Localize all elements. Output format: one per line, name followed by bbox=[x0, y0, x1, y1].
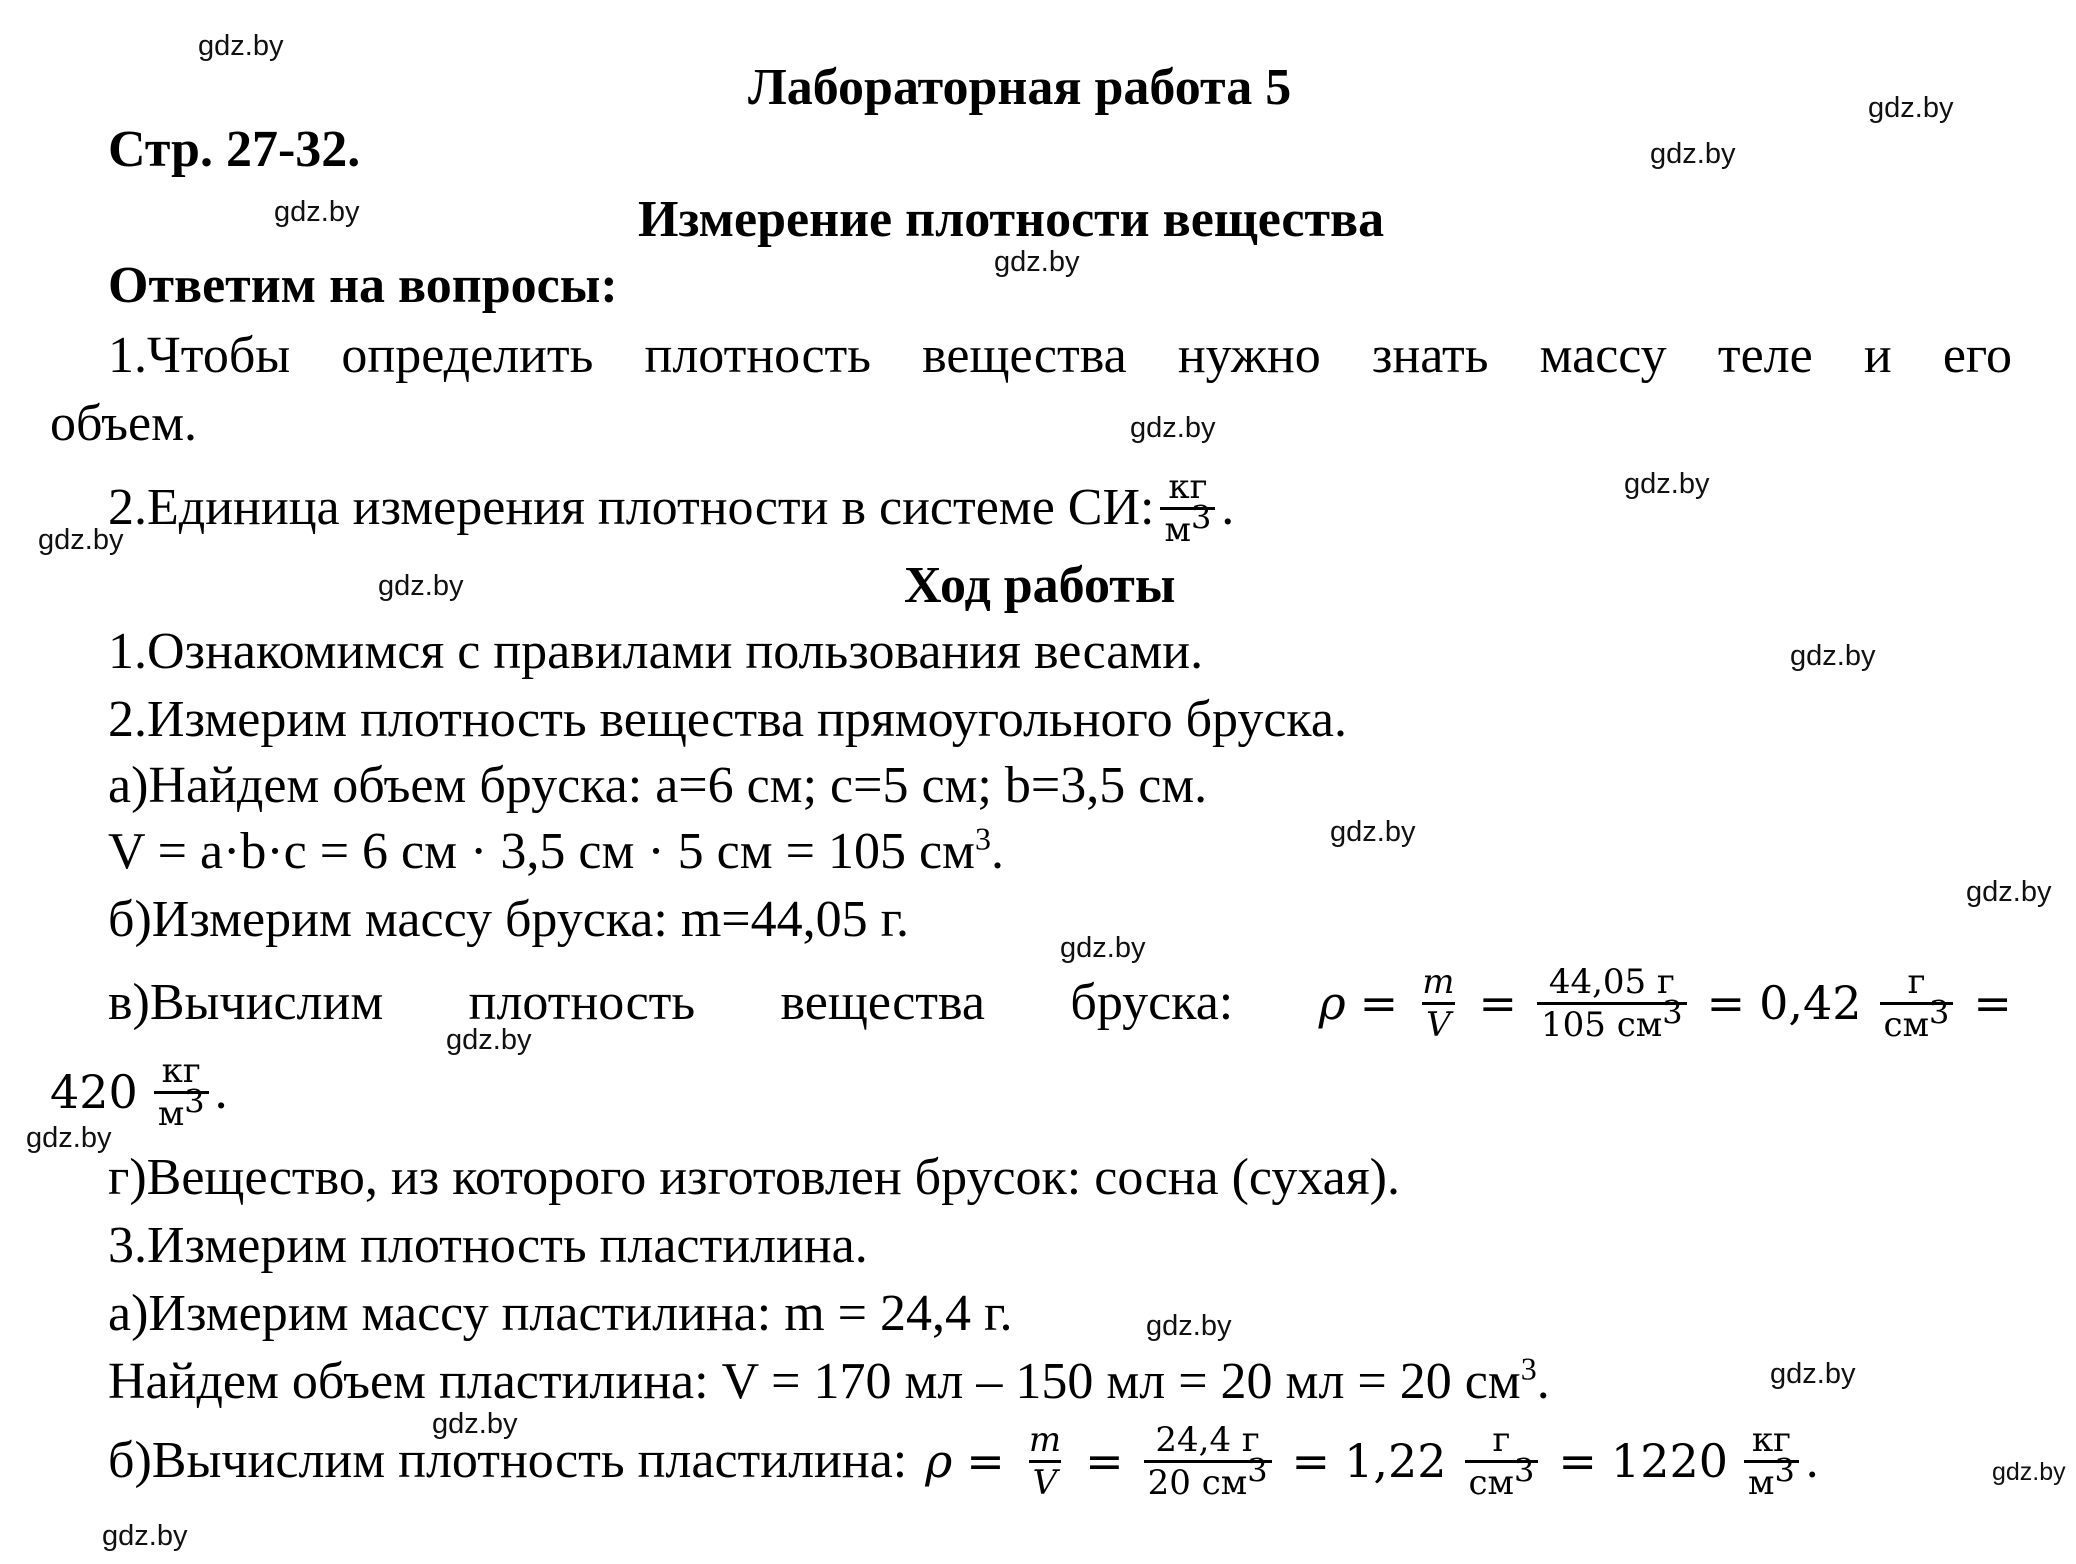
step-2v-word: бруска: bbox=[1070, 974, 1234, 1031]
mass-over-volume-fraction bbox=[1537, 962, 1687, 1045]
step-1: 1.Ознакомимся с правилами пользования весами. bbox=[108, 623, 1204, 680]
procedure-heading: Ход работы bbox=[904, 557, 1176, 614]
fraction-denominator: V bbox=[1029, 1460, 1062, 1503]
unit-numerator: кг bbox=[1168, 466, 1208, 507]
step-2a: а)Найдем объем бруска: a=6 см; c=5 см; b=3,5 см. bbox=[108, 757, 1208, 814]
watermark: gdz.by bbox=[102, 1520, 188, 1552]
fraction-numerator: m bbox=[1028, 1419, 1062, 1460]
step-2v-line bbox=[108, 958, 2012, 1048]
equals-sign: = bbox=[1359, 976, 1399, 1030]
step-3a-volume: Найдем объем пластилина: V = 170 мл – 150 мл = 20 мл = 20 $см^3$. bbox=[108, 1350, 1550, 1410]
equals-sign: = bbox=[1706, 976, 1746, 1030]
fraction-denominator: 20 $см^3$ bbox=[1144, 1460, 1272, 1503]
unit-denominator: $м^3$ bbox=[1160, 507, 1215, 550]
density-value-si: 420 bbox=[50, 1065, 138, 1119]
step-3: 3.Измерим плотность пластилина. bbox=[108, 1217, 868, 1274]
density-formula-block bbox=[925, 1420, 1819, 1503]
density-value-si: 1220 bbox=[1610, 1434, 1728, 1488]
unit-fraction bbox=[1160, 467, 1215, 550]
m-over-v-fraction bbox=[1418, 962, 1458, 1045]
unit-numerator: кг bbox=[161, 1050, 201, 1091]
watermark: gdz.by bbox=[1790, 640, 1876, 672]
fraction-denominator: V bbox=[1422, 1002, 1455, 1045]
watermark: gdz.by bbox=[446, 1024, 532, 1056]
page-reference: Стр. 27-32. bbox=[108, 121, 361, 178]
step-2v-end: . bbox=[214, 1063, 228, 1120]
equals-sign: = bbox=[1291, 1434, 1331, 1488]
watermark: gdz.by bbox=[378, 570, 464, 602]
answer-1-word: плотность bbox=[644, 327, 871, 384]
unit-fraction bbox=[1744, 1420, 1799, 1503]
rho-symbol: ρ bbox=[1318, 976, 1346, 1030]
lab-subtitle: Измерение плотности вещества bbox=[638, 191, 1385, 248]
answer-1-word: массу bbox=[1539, 327, 1667, 384]
unit-fraction bbox=[154, 1051, 209, 1134]
answer-1-word: и bbox=[1863, 327, 1892, 384]
equals-sign: = bbox=[966, 1434, 1005, 1488]
unit-denominator: $см^3$ bbox=[1880, 1002, 1954, 1045]
unit-denominator: $см^3$ bbox=[1465, 1460, 1539, 1503]
watermark: gdz.by bbox=[1130, 412, 1216, 444]
watermark: gdz.by bbox=[1868, 92, 1954, 124]
answer-2-text: 2.Единица измерения плотности в системе СИ: bbox=[108, 479, 1155, 536]
step-3b-text: б)Вычислим плотность пластилина: bbox=[108, 1432, 908, 1489]
watermark: gdz.by bbox=[1992, 1458, 2066, 1486]
step-2v-word: в)Вычислим bbox=[108, 974, 384, 1031]
density-value: 0,42 bbox=[1759, 976, 1862, 1030]
watermark: gdz.by bbox=[1966, 876, 2052, 908]
answer-1-line bbox=[108, 326, 2012, 386]
unit-fraction bbox=[1465, 1420, 1539, 1503]
answer-2 bbox=[108, 468, 1234, 548]
step-3b-end: . bbox=[1804, 1434, 1820, 1488]
equals-sign: = bbox=[1558, 1434, 1597, 1488]
unit-numerator: кг bbox=[1751, 1419, 1791, 1460]
watermark: gdz.by bbox=[1060, 932, 1146, 964]
unit-numerator: г bbox=[1492, 1419, 1511, 1460]
equals-sign: = bbox=[1478, 976, 1518, 1030]
watermark: gdz.by bbox=[1146, 1310, 1232, 1342]
watermark: gdz.by bbox=[432, 1408, 518, 1440]
fraction-numerator: 44,05 г bbox=[1548, 961, 1675, 1002]
answer-1-word: вещества bbox=[922, 327, 1127, 384]
answer-1-word: нужно bbox=[1177, 327, 1321, 384]
answer-1-word: его bbox=[1942, 327, 2012, 384]
answers-heading: Ответим на вопросы: bbox=[108, 257, 618, 314]
page-title: Лабораторная работа 5 bbox=[748, 59, 1292, 116]
step-2b: б)Измерим массу бруска: m=44,05 г. bbox=[108, 891, 910, 948]
step-3b-line bbox=[108, 1416, 1819, 1506]
m-over-v-fraction bbox=[1025, 1420, 1065, 1503]
watermark: gdz.by bbox=[1650, 138, 1736, 170]
watermark: gdz.by bbox=[26, 1122, 112, 1154]
answer-1-word: 1.Чтобы bbox=[108, 327, 291, 384]
rho-symbol: ρ bbox=[925, 1434, 953, 1488]
unit-numerator: г bbox=[1907, 961, 1926, 1002]
step-3a: а)Измерим массу пластилина: m = 24,4 г. bbox=[108, 1285, 1013, 1342]
step-2v-word: вещества bbox=[780, 974, 985, 1031]
answer-1-word: знать bbox=[1371, 327, 1489, 384]
unit-fraction bbox=[1880, 962, 1954, 1045]
watermark: gdz.by bbox=[1624, 468, 1710, 500]
watermark: gdz.by bbox=[1330, 816, 1416, 848]
watermark: gdz.by bbox=[994, 246, 1080, 278]
answer-1-continuation: объем. bbox=[50, 395, 198, 452]
step-2a-formula: V = a·b·c = 6 см · 3,5 см · 5 см = 105 $см^3$. bbox=[108, 820, 1004, 880]
step-2v-word: плотность bbox=[468, 974, 696, 1031]
step-2: 2.Измерим плотность вещества прямоугольного бруска. bbox=[108, 691, 1347, 748]
watermark: gdz.by bbox=[274, 196, 360, 228]
fraction-numerator: m bbox=[1422, 961, 1455, 1002]
density-value: 1,22 bbox=[1344, 1434, 1447, 1488]
answer-2-end: . bbox=[1221, 479, 1235, 536]
watermark: gdz.by bbox=[1770, 1358, 1856, 1390]
fraction-denominator: 105 $см^3$ bbox=[1537, 1002, 1687, 1045]
equals-sign: = bbox=[1973, 976, 2012, 1030]
watermark: gdz.by bbox=[38, 524, 124, 556]
equals-sign: = bbox=[1085, 1434, 1124, 1488]
step-2g: г)Вещество, из которого изготовлен брусок: сосна (сухая). bbox=[108, 1149, 1400, 1206]
unit-denominator: $м^3$ bbox=[154, 1091, 209, 1134]
answer-1-word: теле bbox=[1717, 327, 1813, 384]
density-formula-block bbox=[1319, 962, 2012, 1045]
fraction-numerator: 24,4 г bbox=[1155, 1419, 1260, 1460]
step-2v-continuation bbox=[50, 1052, 228, 1132]
mass-over-volume-fraction bbox=[1144, 1420, 1272, 1503]
watermark: gdz.by bbox=[198, 30, 284, 62]
unit-denominator: $м^3$ bbox=[1744, 1460, 1799, 1503]
answer-1-word: определить bbox=[341, 327, 594, 384]
